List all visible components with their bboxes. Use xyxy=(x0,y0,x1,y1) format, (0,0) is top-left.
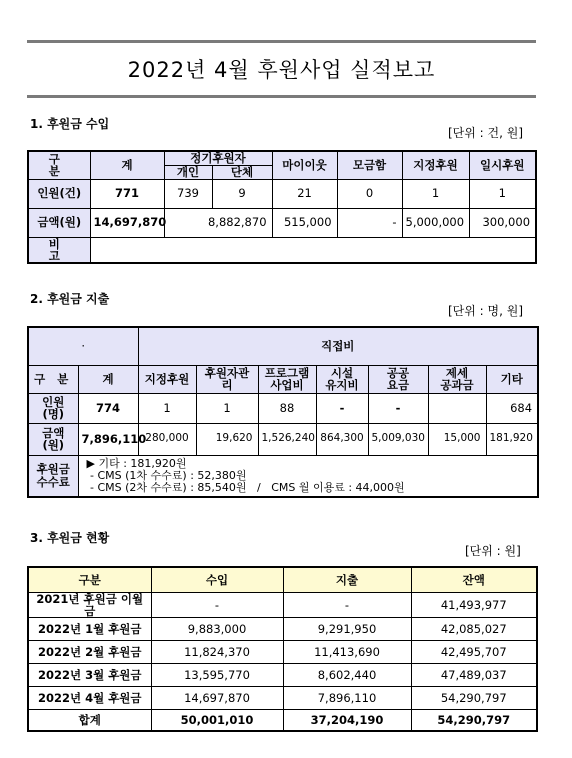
expense-memo-line-2: - CMS (1차 수수료) : 52,380원 xyxy=(86,468,247,482)
status-row-balance: 42,495,707 xyxy=(411,640,537,663)
income-amount-regular: 8,882,870 xyxy=(164,208,272,237)
expense-header-sponsor-mgmt: 후원자관리 xyxy=(196,365,258,393)
expense-amount-facility: 864,300 xyxy=(316,423,368,455)
expense-count-total: 774 xyxy=(78,393,138,423)
section1-unit: [단위 : 건, 원] xyxy=(448,126,524,140)
status-row-income: 11,824,370 xyxy=(151,640,283,663)
expense-header-direct: 직접비 xyxy=(138,327,538,365)
expense-amount-sponsor-mgmt: 19,620 xyxy=(196,423,258,455)
income-header-myways: 마이이웃 xyxy=(272,151,337,179)
section2-heading: 2. 후원금 지출 xyxy=(30,292,110,306)
expense-amount-tax: 15,000 xyxy=(428,423,486,455)
expense-header-program: 프로그램 사업비 xyxy=(258,365,316,393)
income-header-group: 단체 xyxy=(212,165,272,179)
status-row-expense: - xyxy=(283,592,411,617)
section3-unit: [단위 : 원] xyxy=(465,544,521,558)
table-row xyxy=(28,617,537,640)
status-row-expense: 7,896,110 xyxy=(283,686,411,709)
expense-count-designated: 1 xyxy=(138,393,196,423)
status-total-income: 50,001,010 xyxy=(151,709,283,731)
expense-count-program: 88 xyxy=(258,393,316,423)
expense-memo-line-1: ▶ 기타 : 181,920원 xyxy=(86,456,187,470)
status-row-label: 2022년 3월 후원금 xyxy=(28,663,151,686)
status-row-income: 9,883,000 xyxy=(151,617,283,640)
expense-header-designated: 지정후원 xyxy=(138,365,196,393)
table-row xyxy=(28,592,537,617)
income-count-total: 771 xyxy=(90,179,164,208)
status-row-balance: 42,085,027 xyxy=(411,617,537,640)
status-row-expense: 9,291,950 xyxy=(283,617,411,640)
income-amount-fundbox: - xyxy=(337,208,402,237)
report-title: 2022년 4월 후원사업 실적보고 xyxy=(127,58,436,82)
income-header-onetime: 일시후원 xyxy=(469,151,536,179)
income-header-category: 구 분 xyxy=(28,151,90,179)
expense-header-utility: 공공 요금 xyxy=(368,365,428,393)
expense-header-etc: 기타 xyxy=(486,365,538,393)
expense-amount-program: 1,526,240 xyxy=(258,423,316,455)
income-header-designated: 지정후원 xyxy=(402,151,469,179)
status-row-income: 14,697,870 xyxy=(151,686,283,709)
expense-header-total: 계 xyxy=(78,365,138,393)
expense-count-label: 인원(명) xyxy=(28,393,78,423)
expense-amount-label: 금액(원) xyxy=(28,423,78,455)
status-row-expense: 11,413,690 xyxy=(283,640,411,663)
income-header-fundbox: 모금함 xyxy=(337,151,402,179)
table-row xyxy=(28,686,537,709)
status-row-label: 2022년 2월 후원금 xyxy=(28,640,151,663)
status-header-category: 구분 xyxy=(28,567,151,592)
income-amount-designated: 5,000,000 xyxy=(402,208,469,237)
status-row-label: 2022년 4월 후원금 xyxy=(28,686,151,709)
income-count-designated: 1 xyxy=(402,179,469,208)
expense-amount-designated: 280,000 xyxy=(138,423,196,455)
expense-header-tax: 제세 공과금 xyxy=(428,365,486,393)
income-header-total: 계 xyxy=(90,151,164,179)
status-row-income: - xyxy=(151,592,283,617)
report-title-box xyxy=(27,40,536,98)
expense-amount-etc: 181,920 xyxy=(486,423,538,455)
status-header-expense: 지출 xyxy=(283,567,411,592)
expense-memo-line-3: - CMS (2차 수수료) : 85,540원 / CMS 월 이용료 : 44,000원 xyxy=(86,480,405,494)
status-row-balance: 54,290,797 xyxy=(411,686,537,709)
expense-count-utility: - xyxy=(368,393,428,423)
expense-count-facility: - xyxy=(316,393,368,423)
table-row xyxy=(28,640,537,663)
income-count-fundbox: 0 xyxy=(337,179,402,208)
expense-count-sponsor-mgmt: 1 xyxy=(196,393,258,423)
status-total-row xyxy=(28,709,537,731)
income-count-individual: 739 xyxy=(164,179,212,208)
section1-heading: 1. 후원금 수입 xyxy=(30,117,110,131)
status-total-expense: 37,204,190 xyxy=(283,709,411,731)
income-count-myways: 21 xyxy=(272,179,337,208)
expense-count-tax xyxy=(428,393,486,423)
income-header-regular: 정기후원자 xyxy=(164,151,272,165)
status-total-label: 합계 xyxy=(28,709,151,731)
section2-unit: [단위 : 명, 원] xyxy=(448,304,524,318)
income-count-label: 인원(건) xyxy=(28,179,90,208)
expense-header-facility: 시설 유지비 xyxy=(316,365,368,393)
expense-memo-label: 후원금 수수료 xyxy=(28,455,78,497)
status-header-income: 수입 xyxy=(151,567,283,592)
status-row-income: 13,595,770 xyxy=(151,663,283,686)
income-note-label: 비 고 xyxy=(28,237,90,263)
income-note-value xyxy=(90,237,536,263)
expense-amount-total: 7,896,110 xyxy=(78,423,138,455)
table-row xyxy=(28,663,537,686)
income-amount-label: 금액(원) xyxy=(28,208,90,237)
income-count-group: 9 xyxy=(212,179,272,208)
status-row-balance: 47,489,037 xyxy=(411,663,537,686)
income-header-individual: 개인 xyxy=(164,165,212,179)
income-amount-total: 14,697,870 xyxy=(90,208,164,237)
status-table xyxy=(27,566,538,732)
expense-amount-utility: 5,009,030 xyxy=(368,423,428,455)
expense-header-dot: · xyxy=(28,327,138,365)
status-row-balance: 41,493,977 xyxy=(411,592,537,617)
expense-header-category: 구 분 xyxy=(28,365,78,393)
status-total-balance: 54,290,797 xyxy=(411,709,537,731)
income-amount-onetime: 300,000 xyxy=(469,208,536,237)
expense-table xyxy=(27,326,539,498)
expense-count-etc: 684 xyxy=(486,393,538,423)
status-row-expense: 8,602,440 xyxy=(283,663,411,686)
status-row-label: 2022년 1월 후원금 xyxy=(28,617,151,640)
income-table xyxy=(27,150,537,264)
income-amount-myways: 515,000 xyxy=(272,208,337,237)
expense-memo xyxy=(78,455,538,497)
income-count-onetime: 1 xyxy=(469,179,536,208)
section3-heading: 3. 후원금 현황 xyxy=(30,531,110,545)
status-header-balance: 잔액 xyxy=(411,567,537,592)
status-row-label: 2021년 후원금 이월금 xyxy=(28,592,151,617)
